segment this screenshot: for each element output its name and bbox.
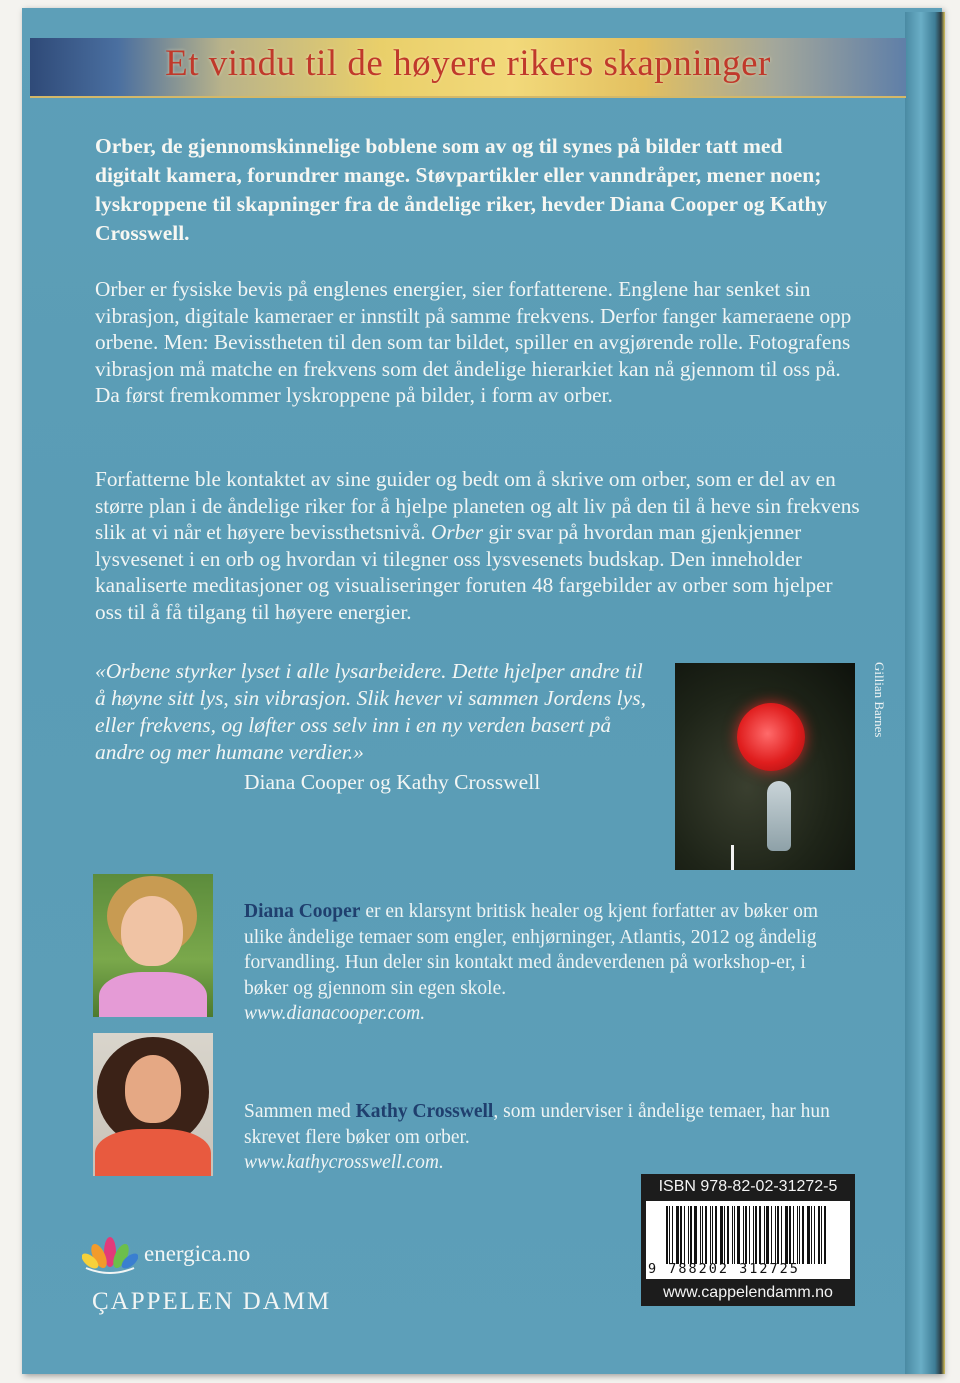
portrait-diana-cooper	[93, 874, 213, 1017]
publisher-url[interactable]: www.cappelendamm.no	[663, 1284, 833, 1301]
barcode-bar	[764, 1206, 765, 1264]
lotus-flower-icon	[82, 1234, 138, 1274]
barcode-bar	[759, 1206, 761, 1264]
barcode-bar	[802, 1206, 804, 1264]
barcode-bar	[755, 1206, 757, 1264]
quote-author: Diana Cooper og Kathy Crosswell	[244, 770, 541, 794]
paragraph-3-after: gir svar på hvordan man gjenkjenner lysvesenet i en orb og hvordan vi tilegner oss lysvesenets budskap. Den inneholder kanaliserte meditasjoner og visualiseringer foruten 48 fargebilder av orber som hjelper oss til å få tilgang til høyere energier.	[95, 520, 833, 624]
isbn-label: ISBN 978-82-02-31272-5	[658, 1178, 838, 1195]
barcode-bar	[724, 1206, 725, 1264]
barcode-bar	[781, 1206, 782, 1264]
barcode-bar	[672, 1206, 673, 1264]
book-title-italic: Orber	[430, 520, 483, 544]
portrait-kathy-crosswell	[93, 1033, 213, 1176]
barcode-bar	[749, 1206, 750, 1264]
statue-figure	[767, 781, 791, 851]
bio-2-after: , som underviser i åndelige temaer, har hun skrevet flere bøker om orber.	[244, 1101, 830, 1148]
barcode-bar	[684, 1206, 685, 1264]
banner-title: Et vindu til de høyere rikers skapninger	[165, 43, 771, 84]
energica-logo	[82, 1234, 250, 1274]
barcode-bar	[777, 1206, 779, 1264]
bio-1-name: Diana Cooper	[244, 901, 361, 922]
diana-cooper-url[interactable]: www.dianacooper.com.	[244, 1003, 426, 1024]
barcode-bar	[712, 1206, 713, 1264]
barcode-bar	[807, 1206, 810, 1264]
photo-credit: Gillian Barnes	[872, 662, 887, 738]
barcode-bar	[799, 1206, 800, 1264]
bio-diana-cooper	[244, 899, 844, 1027]
barcode-bar	[710, 1206, 711, 1264]
barcode-bar	[666, 1206, 668, 1264]
barcode-bar	[705, 1206, 707, 1264]
barcode-digits: 9 788202 312725	[648, 1261, 800, 1277]
book-spine	[905, 12, 945, 1374]
bio-kathy-crosswell	[244, 1099, 844, 1176]
barcode-bar	[818, 1206, 820, 1264]
barcode-bar	[715, 1206, 717, 1264]
barcode-bar	[785, 1206, 788, 1264]
barcode-bar	[771, 1206, 772, 1264]
candle	[731, 845, 734, 870]
barcode-area	[646, 1201, 850, 1279]
barcode-bar	[753, 1206, 754, 1264]
barcode-bar	[680, 1206, 682, 1264]
quote-text: «Orbene styrker lyset i alle lysarbeidere. Dette hjelper andre til å høyne sitt lys, sin vibrasjon. Slik hever vi sammen Jordens lys, eller frekvens, og løfter oss selv inn i en ny verden basert på andre og mer humane verdier.»	[95, 659, 646, 764]
isbn-block	[641, 1174, 855, 1306]
barcode-bar	[688, 1206, 689, 1264]
barcode-bar	[811, 1206, 812, 1264]
barcode-bar	[734, 1206, 735, 1264]
bio-2-before: Sammen med	[244, 1101, 356, 1122]
barcode-bar	[676, 1206, 679, 1264]
energica-text: energica.no	[144, 1241, 251, 1266]
kathy-crosswell-url[interactable]: www.kathycrosswell.com.	[244, 1152, 444, 1173]
bio-1-text: er en klarsynt britisk healer og kjent forfatter av bøker om ulike åndelige temaer som engler, enhjørninger, Atlantis, 2012 og åndelig forvandling. Hun deler sin kontakt med åndeverdenen på workshop-er, i bøker og gjennom sin egen skole.	[244, 901, 819, 999]
paragraph-3-before: Forfatterne ble kontaktet av sine guider og bedt om å skrive om orber, som er del av en større plan i de åndelige riker for å hjelpe planeten og alt liv på den til å heve sin frekvens slik at vi når et høyere bevissthetsnivå.	[95, 467, 860, 544]
barcode-bar	[745, 1206, 747, 1264]
barcode-bar	[789, 1206, 791, 1264]
body-paragraph-3	[95, 466, 865, 625]
orb-photo	[675, 663, 855, 870]
barcode-bar	[775, 1206, 776, 1264]
barcode-bar	[732, 1206, 733, 1264]
barcode-bar	[793, 1206, 794, 1264]
barcode-bar	[702, 1206, 703, 1264]
lead-paragraph: Orber, de gjennomskinnelige boblene som av og til synes på bilder tatt med digitalt kamera, forundrer mange. Støvpartikler eller vanndråper, mener noen; lyskroppene til skapninger fra de åndelige riker, hevder Diana Cooper og Kathy Crosswell.	[95, 134, 828, 245]
barcode-bar	[694, 1206, 697, 1264]
barcode-bar	[700, 1206, 701, 1264]
barcode-bar	[727, 1206, 729, 1264]
barcode-bar	[737, 1206, 740, 1264]
red-orb	[737, 703, 805, 771]
bio-2-name: Kathy Crosswell	[355, 1101, 494, 1122]
barcode-bar	[720, 1206, 723, 1264]
barcode-bar	[743, 1206, 744, 1264]
body-paragraph-2: Orber er fysiske bevis på englenes energier, sier forfatterene. Englene har senket sin vibrasjon, digitale kameraer er innstilt på samme frekvens. Derfor fanger kameraene opp orbene. Men: Bevisstheten til den som tar bildet, spiller en avgjørende rolle. Fotografens vibrasjon må matche en frekvens som det åndelige hierarkiet kan nå gjennom til oss på. Da først fremkommer lyskroppene på bilder, i form av orber.	[95, 277, 852, 407]
barcode-bar	[690, 1206, 692, 1264]
barcode-bar	[766, 1206, 769, 1264]
barcode-bar	[797, 1206, 798, 1264]
barcode-bar	[669, 1206, 670, 1264]
barcode-bar	[824, 1206, 826, 1264]
barcode	[666, 1206, 836, 1264]
barcode-bar	[821, 1206, 822, 1264]
cappelen-damm-logo: ÇAPPELEN DAMM	[92, 1288, 332, 1315]
barcode-bar	[814, 1206, 815, 1264]
